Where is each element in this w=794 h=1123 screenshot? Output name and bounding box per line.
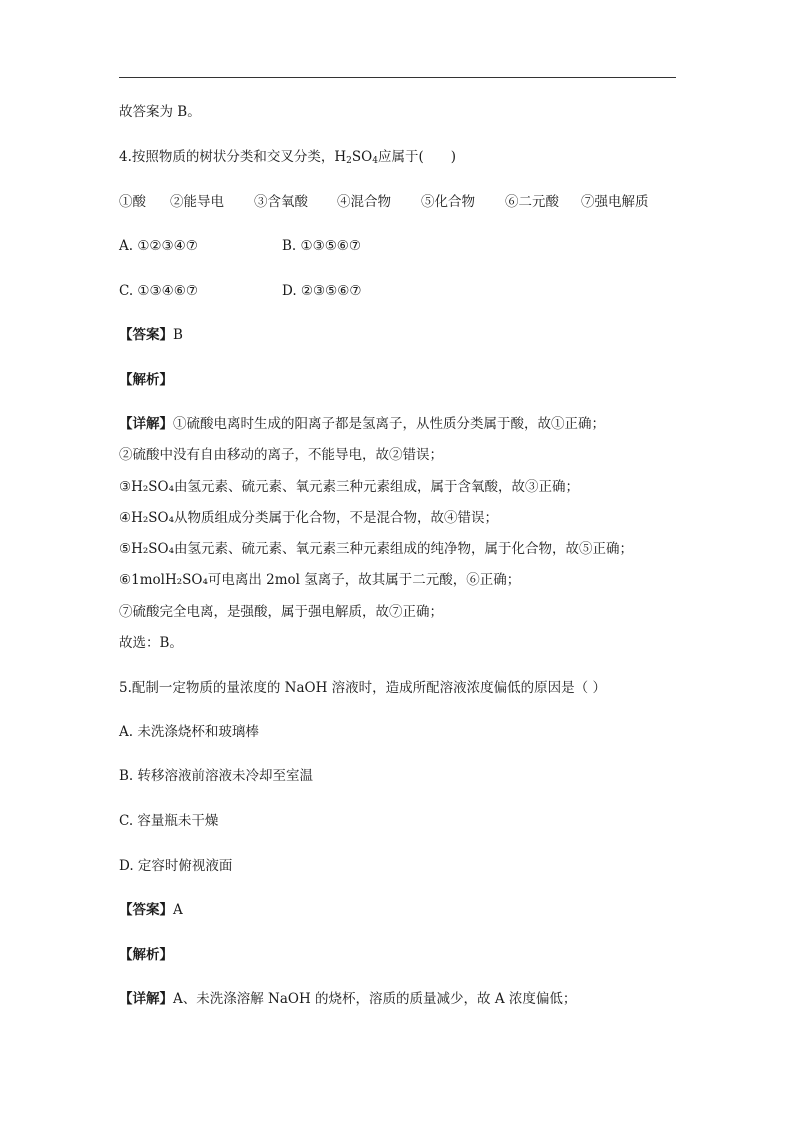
q4-category: ⑤化合物 bbox=[421, 194, 475, 210]
q4-option-d: D. ②③⑤⑥⑦ bbox=[282, 283, 362, 299]
q4-stem: 4.按照物质的树状分类和交叉分类，$H_2SO_4$应属于( ) bbox=[119, 149, 456, 166]
q5-stem: 5.配制一定物质的量浓度的 NaOH 溶液时，造成所配溶液浓度偏低的原因是（ ） bbox=[119, 680, 606, 696]
q4-category: ⑦强电解质 bbox=[581, 194, 649, 210]
q5-option-d: D. 定容时俯视液面 bbox=[119, 858, 233, 874]
q4-option-b: B. ①③⑤⑥⑦ bbox=[282, 238, 362, 254]
q4-option-c: C. ①③④⑥⑦ bbox=[119, 283, 198, 299]
q4-detail-line: ⑤H₂SO₄由氢元素、硫元素、氧元素三种元素组成的纯净物，属于化合物，故⑤正确； bbox=[119, 541, 634, 557]
q4-category: ⑥二元酸 bbox=[505, 194, 559, 210]
q4-category: ③含氧酸 bbox=[254, 194, 308, 210]
q5-answer: 【答案】A bbox=[119, 902, 183, 918]
header-rule bbox=[119, 77, 676, 78]
q4-detail-line: 【详解】①硫酸电离时生成的阳离子都是氢离子，从性质分类属于酸，故①正确； bbox=[119, 416, 605, 432]
q5-detail: 【详解】A、未洗涤溶解 NaOH 的烧杯，溶质的质量减少，故 A 浓度偏低； bbox=[119, 991, 577, 1007]
q3-conclusion: 故答案为 B。 bbox=[119, 104, 201, 120]
q4-conclusion: 故选：B。 bbox=[119, 635, 183, 651]
q4-detail-line: ③H₂SO₄由氢元素、硫元素、氧元素三种元素组成，属于含氧酸，故③正确； bbox=[119, 479, 580, 495]
q5-option-b: B. 转移溶液前溶液未冷却至室温 bbox=[119, 768, 314, 784]
q4-category: ②能导电 bbox=[170, 194, 224, 210]
q5-analysis-label: 【解析】 bbox=[119, 947, 173, 963]
q4-option-a: A. ①②③④⑦ bbox=[119, 238, 198, 254]
q5-option-a: A. 未洗涤烧杯和玻璃棒 bbox=[119, 724, 259, 740]
q4-detail-line: ⑦硫酸完全电离，是强酸，属于强电解质，故⑦正确； bbox=[119, 604, 443, 620]
q4-detail-line: ②硫酸中没有自由移动的离子，不能导电，故②错误； bbox=[119, 447, 443, 463]
q4-detail-line: ⑥1molH₂SO₄可电离出 2mol 氢离子，故其属于二元酸，⑥正确； bbox=[119, 572, 521, 588]
q4-analysis-label: 【解析】 bbox=[119, 372, 173, 388]
q4-detail-line: ④H₂SO₄从物质组成分类属于化合物，不是混合物，故④错误； bbox=[119, 510, 499, 526]
q5-option-c: C. 容量瓶未干燥 bbox=[119, 813, 219, 829]
q4-answer: 【答案】B bbox=[119, 327, 183, 343]
q4-category: ①酸 bbox=[119, 194, 146, 210]
q4-category: ④混合物 bbox=[337, 194, 391, 210]
